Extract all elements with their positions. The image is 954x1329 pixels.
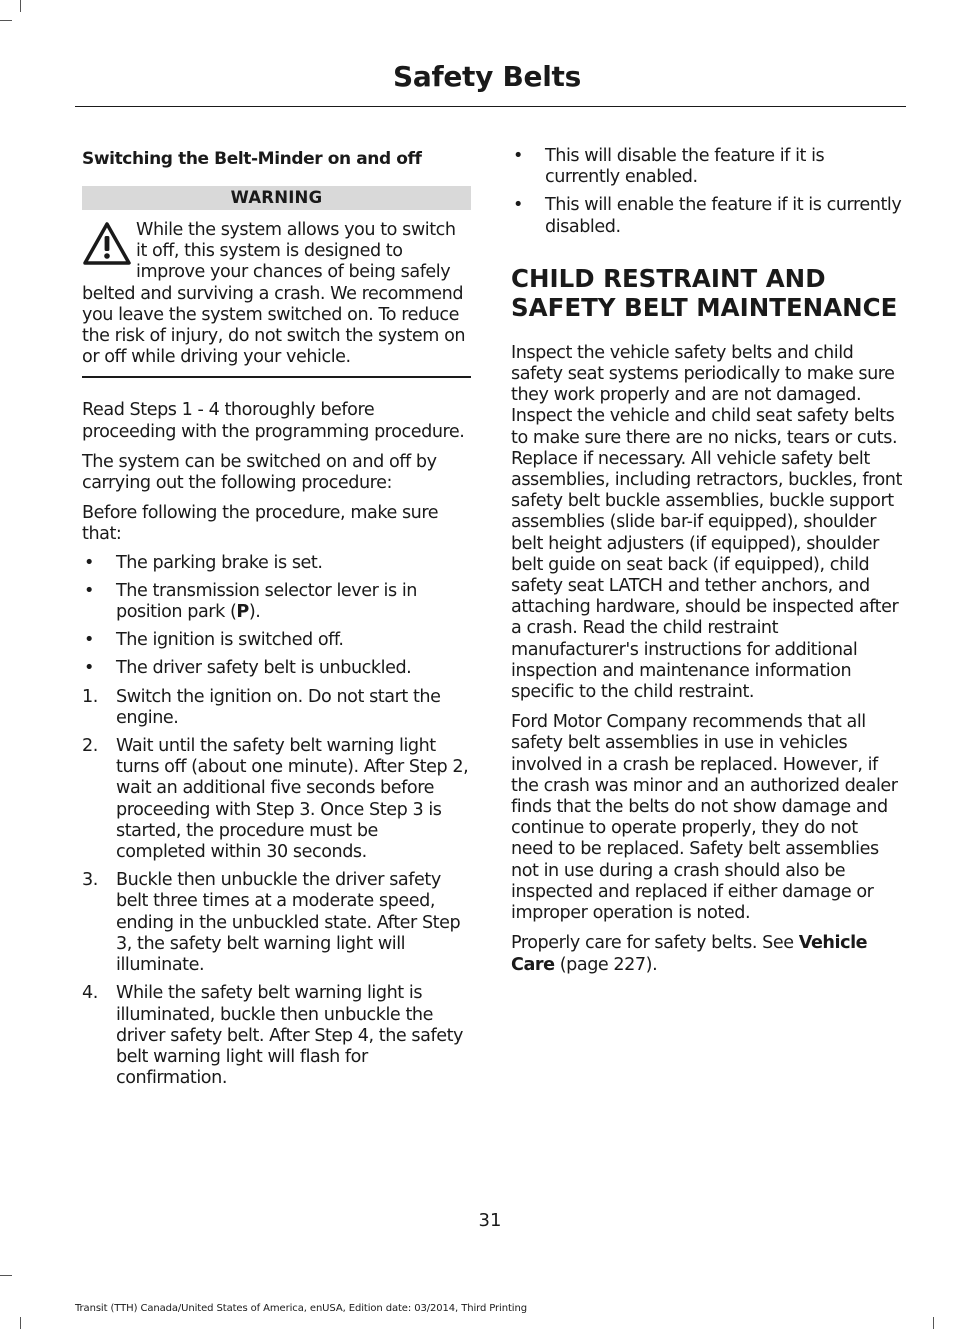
- bullet-marker: •: [84, 552, 94, 573]
- warning-label: WARNING: [82, 186, 471, 210]
- vehicle-care-link[interactable]: Vehicle Care: [511, 933, 868, 975]
- step-number: 3.: [82, 870, 98, 891]
- section-subheading: Switching the Belt-Minder on and off: [82, 149, 422, 169]
- bullet-marker: •: [513, 146, 523, 166]
- step-number: 1.: [82, 686, 98, 707]
- toggle-result-list: [511, 146, 903, 238]
- warning-text: While the system allows you to switch it off, this system is designed to improve your chances of being safely belted and surviving a crash. We recommend you leave the system switched on. To reduce the risk of injury, do not switch the system on or off while driving your vehicle.: [82, 220, 466, 368]
- crop-mark: [20, 0, 21, 12]
- crop-mark: [0, 1275, 12, 1276]
- list-item: • The driver safety belt is unbuckled.: [84, 658, 412, 679]
- step-number: 4.: [82, 983, 98, 1004]
- crop-mark: [20, 1317, 21, 1329]
- crop-mark: [0, 20, 12, 21]
- warning-body: [82, 220, 471, 368]
- step-item: 2. Wait until the safety belt warning light turns off (about one minute). After Step 2, wait an additional five seconds before proceeding with Step 3. Once Step 3 is started, the procedure must be completed within 30 seconds.: [82, 736, 469, 863]
- warning-triangle-icon: [82, 221, 132, 267]
- intro-paragraph: Read Steps 1 - 4 thoroughly before proceeding with the programming procedure.: [82, 400, 465, 442]
- precondition-list: [82, 553, 471, 680]
- replacement-paragraph: Ford Motor Company recommends that all safety belt assemblies in use in vehicles involved in a crash be replaced. However, if the crash was minor and an authorized dealer finds that the belts do not show damage and continue to operate properly, they do not need to be replaced. Safety belt assemblies not in use during a crash should also be inspected and replaced if either damage or improper operation is noted.: [511, 712, 898, 924]
- step-number: 2.: [82, 736, 98, 757]
- procedure-paragraph: The system can be switched on and off by carrying out the following procedure:: [82, 451, 437, 494]
- step-item: 4. While the safety belt warning light is illuminated, buckle then unbuckle the driver safety belt. After Step 4, the safety belt warning light will flash for confirmation.: [82, 983, 463, 1089]
- left-column: [82, 146, 471, 1096]
- list-item: • The parking brake is set.: [84, 552, 323, 573]
- bullet-marker: •: [513, 195, 523, 216]
- bullet-marker: •: [84, 580, 94, 601]
- precondition-paragraph: Before following the procedure, make sure that:: [82, 503, 439, 545]
- list-item: • This will disable the feature if it is currently enabled.: [513, 146, 825, 188]
- care-reference: Properly care for safety belts. See Vehicle Care (page 227).: [511, 933, 868, 975]
- page-title: Safety Belts: [393, 60, 581, 93]
- procedure-steps: [82, 687, 471, 1090]
- page-number: 31: [478, 1210, 502, 1231]
- inspection-paragraph: Inspect the vehicle safety belts and child safety seat systems periodically to make sure they work properly and are not damaged. Inspect the vehicle and child seat safety belts to make sure there are no nicks, tears or cuts. Replace if necessary. All vehicle safety belt assemblies, including retractors, buckles, front safety belt buckle assemblies, buckle support assemblies (slide bar-if equipped), shoulder belt height adjusters (if equipped), shoulder belt guide on seat back (if equipped), child safety seat LATCH and tether anchors, and attaching hardware, should be inspected after a crash. Read the child restraint manufacturer's instructions for additional inspection and maintenance information specific to the child restraint.: [511, 342, 902, 703]
- bullet-marker: •: [84, 630, 94, 651]
- footer-edition: Transit (TTH) Canada/United States of America, enUSA, Edition date: 03/2014, Third Printing: [75, 1303, 527, 1314]
- park-position-label: P: [236, 602, 249, 623]
- list-item: • This will enable the feature if it is currently disabled.: [513, 195, 902, 237]
- step-item: 3. Buckle then unbuckle the driver safety belt three times at a moderate speed, ending in the unbuckled state. After Step 3, the safety belt warning light will illuminate.: [82, 870, 461, 976]
- right-column: [511, 146, 903, 985]
- step-item: 1. Switch the ignition on. Do not start the engine.: [82, 686, 441, 728]
- warning-box: [82, 186, 471, 378]
- warning-divider: [82, 376, 471, 378]
- list-item: • The ignition is switched off.: [84, 630, 344, 651]
- list-item: • The transmission selector lever is in position park (P).: [84, 580, 417, 623]
- bullet-marker: •: [84, 658, 94, 679]
- crop-mark: [933, 1317, 934, 1329]
- header-divider: [75, 106, 906, 107]
- section-heading: CHILD RESTRAINT AND SAFETY BELT MAINTENANCE: [511, 263, 898, 322]
